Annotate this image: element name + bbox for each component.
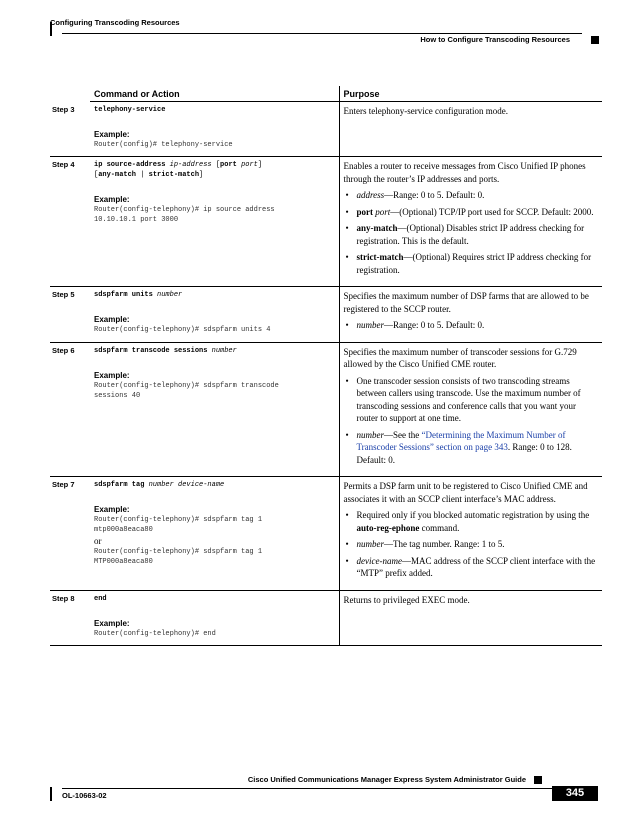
purpose-bullet-list: [344, 319, 599, 332]
bullet-item: [357, 429, 599, 467]
keyword: auto-reg-ephone: [356, 522, 420, 533]
bullet-item: [357, 251, 599, 276]
example-command: Router(config-telephony)# end: [94, 629, 216, 638]
purpose-text: Enables a router to receive messages from Cisco Unified IP phones through the router’s IP addresses and ports.: [343, 161, 586, 184]
step-number: Step 5: [50, 287, 90, 343]
purpose-column-header: Purpose: [339, 86, 602, 102]
purpose-cell: [339, 157, 602, 287]
text-run: |: [136, 171, 149, 179]
example-command-alt: Router(config-telephony)# sdspfarm tag 1 MTP000a8eaca80: [94, 548, 263, 566]
text-run: —MAC address of the SCCP client interface with the “MTP” prefix added.: [356, 555, 596, 578]
table-row: [50, 287, 602, 343]
command-cell: [90, 590, 339, 645]
header-square-marker: [591, 36, 599, 44]
purpose-bullet-list: [344, 189, 599, 276]
example-label: Example:: [94, 130, 130, 139]
or-separator: or: [94, 536, 102, 546]
text-run: Required only if you blocked automatic registration by using the: [356, 510, 590, 520]
purpose-cell: [339, 102, 602, 157]
text-run: [: [211, 161, 221, 169]
procedure-table: [50, 86, 602, 646]
command-syntax: [94, 346, 333, 356]
argument: number: [211, 346, 237, 355]
table-row: [50, 102, 602, 157]
step-number: Step 3: [50, 102, 90, 157]
bullet-item: [357, 206, 599, 219]
step-column-header: [50, 86, 90, 102]
keyword: sdspfarm tag: [94, 481, 149, 489]
chapter-title: Configuring Transcoding Resources: [50, 18, 180, 27]
keyword: end: [94, 594, 107, 603]
example-label: Example:: [94, 370, 130, 380]
text-run: —Range: 0 to 5. Default: 0.: [384, 320, 485, 330]
text-run: —(Optional) Disables strict IP address checking for registration. This is the default.: [356, 223, 585, 246]
purpose-cell: [339, 477, 602, 591]
command-cell: [90, 102, 339, 157]
bullet-item: [357, 509, 599, 534]
text-run: ]: [199, 171, 204, 179]
purpose-cell: [339, 287, 602, 343]
argument: number: [356, 539, 384, 549]
command-syntax: [94, 105, 333, 115]
command-cell: [90, 342, 339, 477]
bullet-item: [357, 538, 599, 551]
command-cell: [90, 477, 339, 591]
example-label: Example:: [94, 315, 130, 324]
text-run: —See the: [384, 429, 422, 440]
purpose-text: Permits a DSP farm unit to be registered to Cisco Unified CME and associates it with an SCCP client interface’s MAC address.: [343, 481, 588, 504]
step-number: Step 6: [50, 342, 90, 477]
table-row: [50, 342, 602, 477]
text-run: —Range: 0 to 5. Default: 0.: [384, 190, 485, 200]
keyword: strict-match: [148, 171, 200, 179]
keyword: sdspfarm units: [94, 291, 158, 299]
argument: number: [356, 320, 384, 330]
step-number: Step 4: [50, 157, 90, 287]
page-number: 345: [552, 786, 598, 801]
argument: address: [356, 190, 385, 200]
example-command: Router(config-telephony)# sdspfarm tag 1 mtp000a8eaca80: [94, 516, 263, 534]
procedure-steps: [50, 102, 602, 646]
keyword: ip source-address: [94, 161, 170, 169]
argument: ip-address: [169, 161, 212, 169]
example-command: Router(config)# telephony-service: [94, 141, 233, 149]
example-label: Example:: [94, 195, 130, 204]
argument: number: [157, 291, 183, 299]
command-syntax: [94, 594, 333, 604]
purpose-cell: [339, 342, 602, 477]
purpose-text: Specifies the maximum number of DSP farms that are allowed to be registered to the SCCP router.: [343, 291, 589, 314]
argument: number device-name: [148, 481, 225, 489]
argument: number: [356, 429, 384, 440]
header-rule: [62, 33, 582, 34]
keyword: any-match: [98, 171, 137, 179]
bullet-item: [357, 555, 599, 580]
section-title: How to Configure Transcoding Resources: [420, 35, 570, 44]
table-row: [50, 477, 602, 591]
text-run: ]: [257, 161, 263, 169]
footer-square-marker: [534, 776, 542, 784]
document-number: OL-10663-02: [62, 791, 107, 800]
text-run: —(Optional) TCP/IP port used for SCCP. Default: 2000.: [390, 206, 594, 217]
keyword: telephony-service: [94, 106, 166, 114]
text-run: command.: [419, 522, 460, 533]
command-syntax: [94, 290, 333, 300]
command-cell: [90, 287, 339, 343]
step-number: Step 7: [50, 477, 90, 591]
book-title: Cisco Unified Communications Manager Express System Administrator Guide: [247, 775, 526, 784]
keyword: sdspfarm transcode sessions: [94, 346, 212, 355]
example-label: Example:: [94, 505, 130, 514]
table-row: [50, 157, 602, 287]
purpose-bullet-list: [344, 375, 599, 467]
argument: port: [375, 206, 391, 217]
purpose-cell: [339, 590, 602, 645]
bullet-item: [357, 375, 599, 425]
command-syntax: [94, 160, 333, 180]
keyword: strict-match: [356, 252, 404, 262]
purpose-text: Returns to privileged EXEC mode.: [343, 594, 470, 605]
footer-vertical-bar: [50, 787, 52, 801]
cross-reference-link[interactable]: “Determining the Maximum Number of Transcoder Sessions” section on page 343: [356, 429, 566, 452]
command-cell: [90, 157, 339, 287]
text-run: —(Optional) Requires strict IP address checking for registration.: [356, 252, 592, 275]
example-command: Router(config-telephony)# sdspfarm units 4: [94, 326, 271, 334]
text-run: . Range: 0 to 128. Default: 0.: [356, 442, 572, 465]
table-header-row: [50, 86, 602, 102]
text-run: —The tag number. Range: 1 to 5.: [384, 539, 505, 549]
step-number: Step 8: [50, 590, 90, 645]
keyword: any-match: [356, 223, 398, 233]
keyword: port: [220, 161, 242, 169]
purpose-bullet-list: [344, 509, 599, 580]
bullet-item: [357, 189, 599, 202]
command-column-header: Command or Action: [90, 86, 339, 102]
purpose-text: Enters telephony-service configuration mode.: [343, 106, 508, 116]
command-syntax: [94, 480, 333, 490]
bullet-item: [357, 319, 599, 332]
table-row: [50, 590, 602, 645]
example-label: Example:: [94, 618, 130, 628]
bullet-item: [357, 222, 599, 247]
footer-rule: [62, 788, 556, 789]
argument: port: [241, 161, 258, 169]
text-run: One transcoder session consists of two transcoding streams between callers using transcode. Use the maximum number of transcoding sessions and conference calls that you want your router to support at one time.: [356, 375, 581, 423]
purpose-text: Specifies the maximum number of transcoder sessions for G.729 allowed by the Cisco Unified CME router.: [343, 346, 577, 369]
keyword: port: [356, 206, 376, 217]
argument: device-name: [356, 555, 402, 566]
example-command: Router(config-telephony)# ip source address 10.10.10.1 port 3000: [94, 206, 275, 224]
text-run: [: [94, 171, 99, 179]
example-command: Router(config-telephony)# sdspfarm transcode sessions 40: [94, 381, 279, 400]
